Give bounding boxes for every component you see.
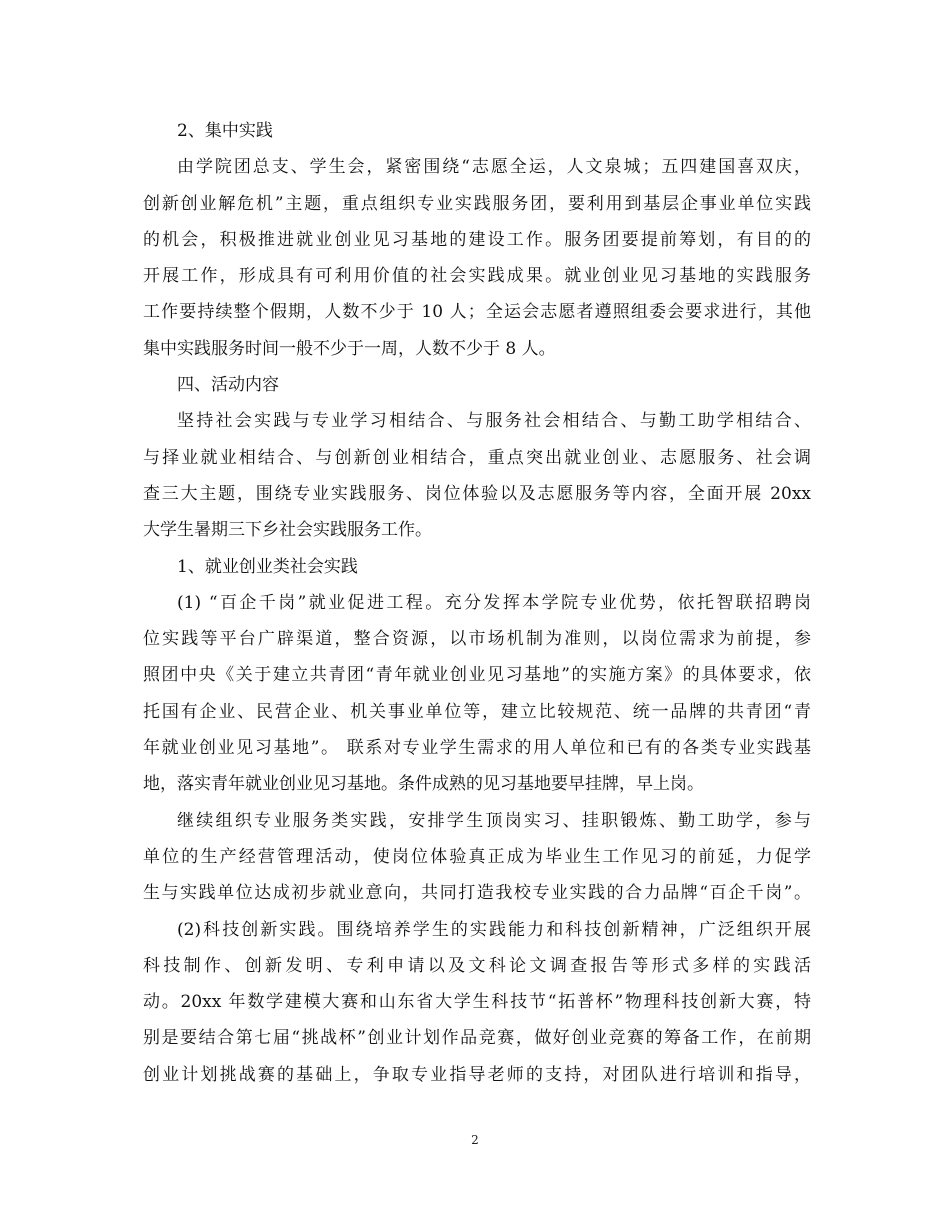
paragraph-line: 坚持社会实践与专业学习相结合、与服务社会相结合、与勤工助学相结合、 bbox=[177, 411, 811, 432]
paragraph-line: 查三大主题，围绕专业实践服务、岗位体验以及志愿服务等内容，全面开展 20xx bbox=[143, 483, 811, 504]
paragraph-line: 年就业创业见习基地”。 联系对专业学生需求的用人单位和已有的各类专业实践基 bbox=[143, 738, 811, 759]
body-text bbox=[143, 113, 811, 1093]
paragraph-line: 工作要持续整个假期，人数不少于 10 人；全运会志愿者遵照组委会要求进行，其他 bbox=[143, 302, 811, 323]
paragraph-line: 的机会，积极推进就业创业见习基地的建设工作。服务团要提前筹划，有目的的 bbox=[143, 229, 811, 250]
paragraph-line: 由学院团总支、学生会，紧密围绕“志愿全运，人文泉城；五四建国喜双庆， bbox=[177, 157, 811, 178]
paragraph-line: 托国有企业、民营企业、机关事业单位等，建立比较规范、统一品牌的共青团“青 bbox=[143, 701, 811, 722]
paragraph-line: 科技制作、创新发明、专利申请以及文科论文调查报告等形式多样的实践活 bbox=[143, 955, 811, 976]
paragraph-line: 单位的生产经营管理活动，使岗位体验真正成为毕业生工作见习的前延，力促学 bbox=[143, 846, 811, 867]
paragraph-line: 动。20xx 年数学建模大赛和山东省大学生科技节“拓普杯”物理科技创新大赛，特 bbox=[143, 992, 811, 1013]
paragraph-line: 开展工作，形成具有可利用价值的社会实践成果。就业创业见习基地的实践服务 bbox=[143, 266, 811, 287]
paragraph-line: 大学生暑期三下乡社会实践服务工作。 bbox=[143, 520, 432, 541]
paragraph-line: 地，落实青年就业创业见习基地。条件成熟的见习基地要早挂牌，早上岗。 bbox=[143, 774, 704, 795]
paragraph-line: 生与实践单位达成初步就业意向，共同打造我校专业实践的合力品牌“百企千岗”。 bbox=[143, 883, 811, 904]
paragraph-line: (2)科技创新实践。围绕培养学生的实践能力和科技创新精神，广泛组织开展 bbox=[177, 919, 811, 940]
paragraph-line: 集中实践服务时间一般不少于一周，人数不少于 8 人。 bbox=[143, 338, 556, 359]
paragraph-line: 照团中央《关于建立共青团“青年就业创业见习基地”的实施方案》的具体要求，依 bbox=[143, 665, 811, 686]
paragraph-line: 别是要结合第七届“挑战杯”创业计划作品竞赛，做好创业竞赛的筹备工作，在前期 bbox=[143, 1028, 811, 1049]
paragraph-line: 继续组织专业服务类实践，安排学生顶岗实习、挂职锻炼、勤工助学，参与 bbox=[177, 810, 811, 831]
paragraph-line: 位实践等平台广辟渠道，整合资源，以市场机制为准则，以岗位需求为前提，参 bbox=[143, 629, 811, 650]
paragraph-line: (1) “百企千岗”就业促进工程。充分发挥本学院专业优势，依托智联招聘岗 bbox=[177, 592, 811, 613]
page-number: 2 bbox=[471, 1133, 479, 1147]
paragraph-line: 与择业就业相结合、与创新创业相结合，重点突出就业创业、志愿服务、社会调 bbox=[143, 447, 811, 468]
paragraph-line: 创新创业解危机”主题，重点组织专业实践服务团，要利用到基层企事业单位实践 bbox=[143, 193, 811, 214]
section-heading: 1、就业创业类社会实践 bbox=[177, 556, 358, 577]
section-heading: 2、集中实践 bbox=[177, 121, 273, 141]
section-heading: 四、活动内容 bbox=[177, 375, 279, 396]
paragraph-line: 创业计划挑战赛的基础上，争取专业指导老师的支持，对团队进行培训和指导， bbox=[143, 1064, 811, 1085]
